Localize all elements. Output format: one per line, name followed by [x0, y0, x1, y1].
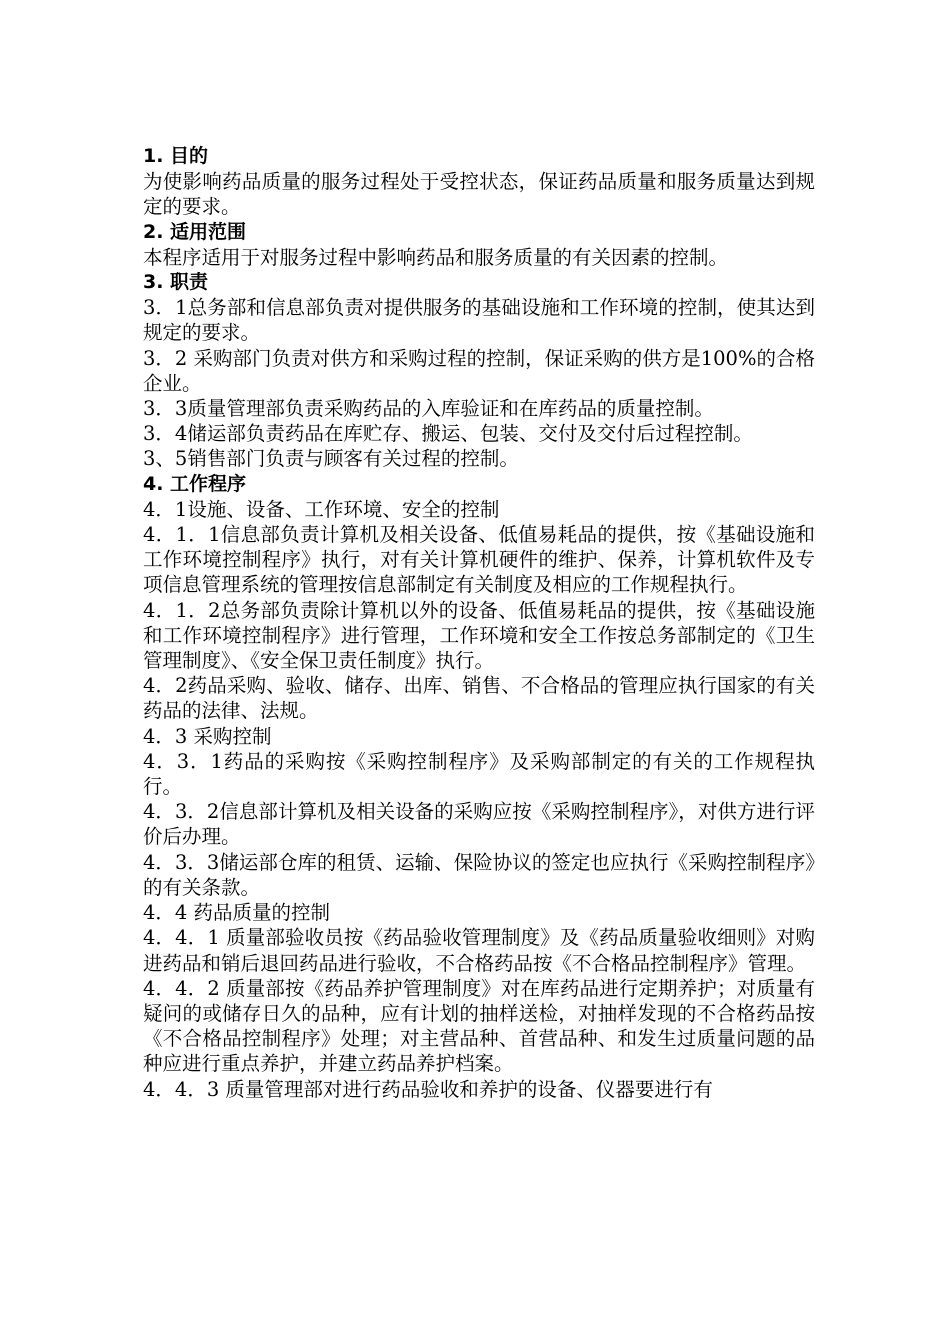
- section-heading-responsibilities: 3. 职责: [143, 271, 209, 294]
- paragraph-4-1-1: 4．1．1信息部负责计算机及相关设备、低值易耗品的提供，按《基础设施和工作环境控制程序》执行，对有关计算机硬件的维护、保养，计算机软件及专项信息管理系统的管理按信息部制定有关制度及相应的工作规程执行。: [143, 523, 815, 597]
- paragraph-4-3: 4．3 采购控制: [143, 724, 272, 748]
- paragraph-3-4: 3．4储运部负责药品在库贮存、搬运、包装、交付及交付后过程控制。: [143, 422, 753, 446]
- section-heading-procedure: 4. 工作程序: [143, 472, 247, 495]
- section-heading-purpose: 1. 目的: [143, 145, 209, 167]
- paragraph-3-3: 3．3质量管理部负责采购药品的入库验证和在库药品的质量控制。: [143, 397, 714, 421]
- paragraph-3-2: 3．2 采购部门负责对供方和采购过程的控制，保证采购的供方是100%的合格企业。: [143, 346, 815, 395]
- paragraph-4-4-1: 4．4．1 质量部验收员按《药品验收管理制度》及《药品质量验收细则》对购进药品和销后退回药品进行验收，不合格药品按《不合格品控制程序》管理。: [143, 926, 815, 975]
- document-body: [143, 144, 815, 1102]
- paragraph-4-3-3: 4．3．3储运部仓库的租赁、运输、保险协议的签定也应执行《采购控制程序》的有关条款。: [143, 850, 815, 899]
- section-heading-scope: 2. 适用范围: [143, 220, 247, 243]
- paragraph-4-1-2: 4．1．2总务部负责除计算机以外的设备、低值易耗品的提供，按《基础设施和工作环境控制程序》进行管理，工作环境和安全工作按总务部制定的《卫生管理制度》、《安全保卫责任制度》执行。: [143, 598, 815, 673]
- paragraph-scope: 本程序适用于对服务过程中影响药品和服务质量的有关因素的控制。: [143, 245, 729, 269]
- paragraph-4-3-1: 4．3．1药品的采购按《采购控制程序》及采购部制定的有关的工作规程执行。: [143, 749, 815, 799]
- paragraph-3-5: 3、5销售部门负责与顾客有关过程的控制。: [143, 447, 519, 471]
- paragraph-4-2: 4．2药品采购、验收、储存、出库、销售、不合格品的管理应执行国家的有关药品的法律、法规。: [143, 674, 815, 723]
- paragraph-4-1: 4．1设施、设备、工作环境、安全的控制: [143, 497, 500, 521]
- paragraph-purpose: 为使影响药品质量的服务过程处于受控状态，保证药品质量和服务质量达到规定的要求。: [143, 170, 815, 219]
- paragraph-4-4: 4．4 药品质量的控制: [143, 901, 331, 925]
- paragraph-4-3-2: 4．3．2信息部计算机及相关设备的采购应按《采购控制程序》，对供方进行评价后办理。: [143, 800, 815, 849]
- paragraph-4-4-3: 4．4．3 质量管理部对进行药品验收和养护的设备、仪器要进行有: [143, 1077, 713, 1101]
- paragraph-4-4-2: 4．4．2 质量部按《药品养护管理制度》对在库药品进行定期养护；对质量有疑问的或储存日久的品种，应有计划的抽样送检，对抽样发现的不合格药品按《不合格品控制程序》处理；对主营品种、首营品种、和发生过质量问题的品种应进行重点养护，并建立药品养护档案。: [143, 976, 815, 1076]
- paragraph-3-1: 3．1总务部和信息部负责对提供服务的基础设施和工作环境的控制，使其达到规定的要求。: [143, 296, 815, 345]
